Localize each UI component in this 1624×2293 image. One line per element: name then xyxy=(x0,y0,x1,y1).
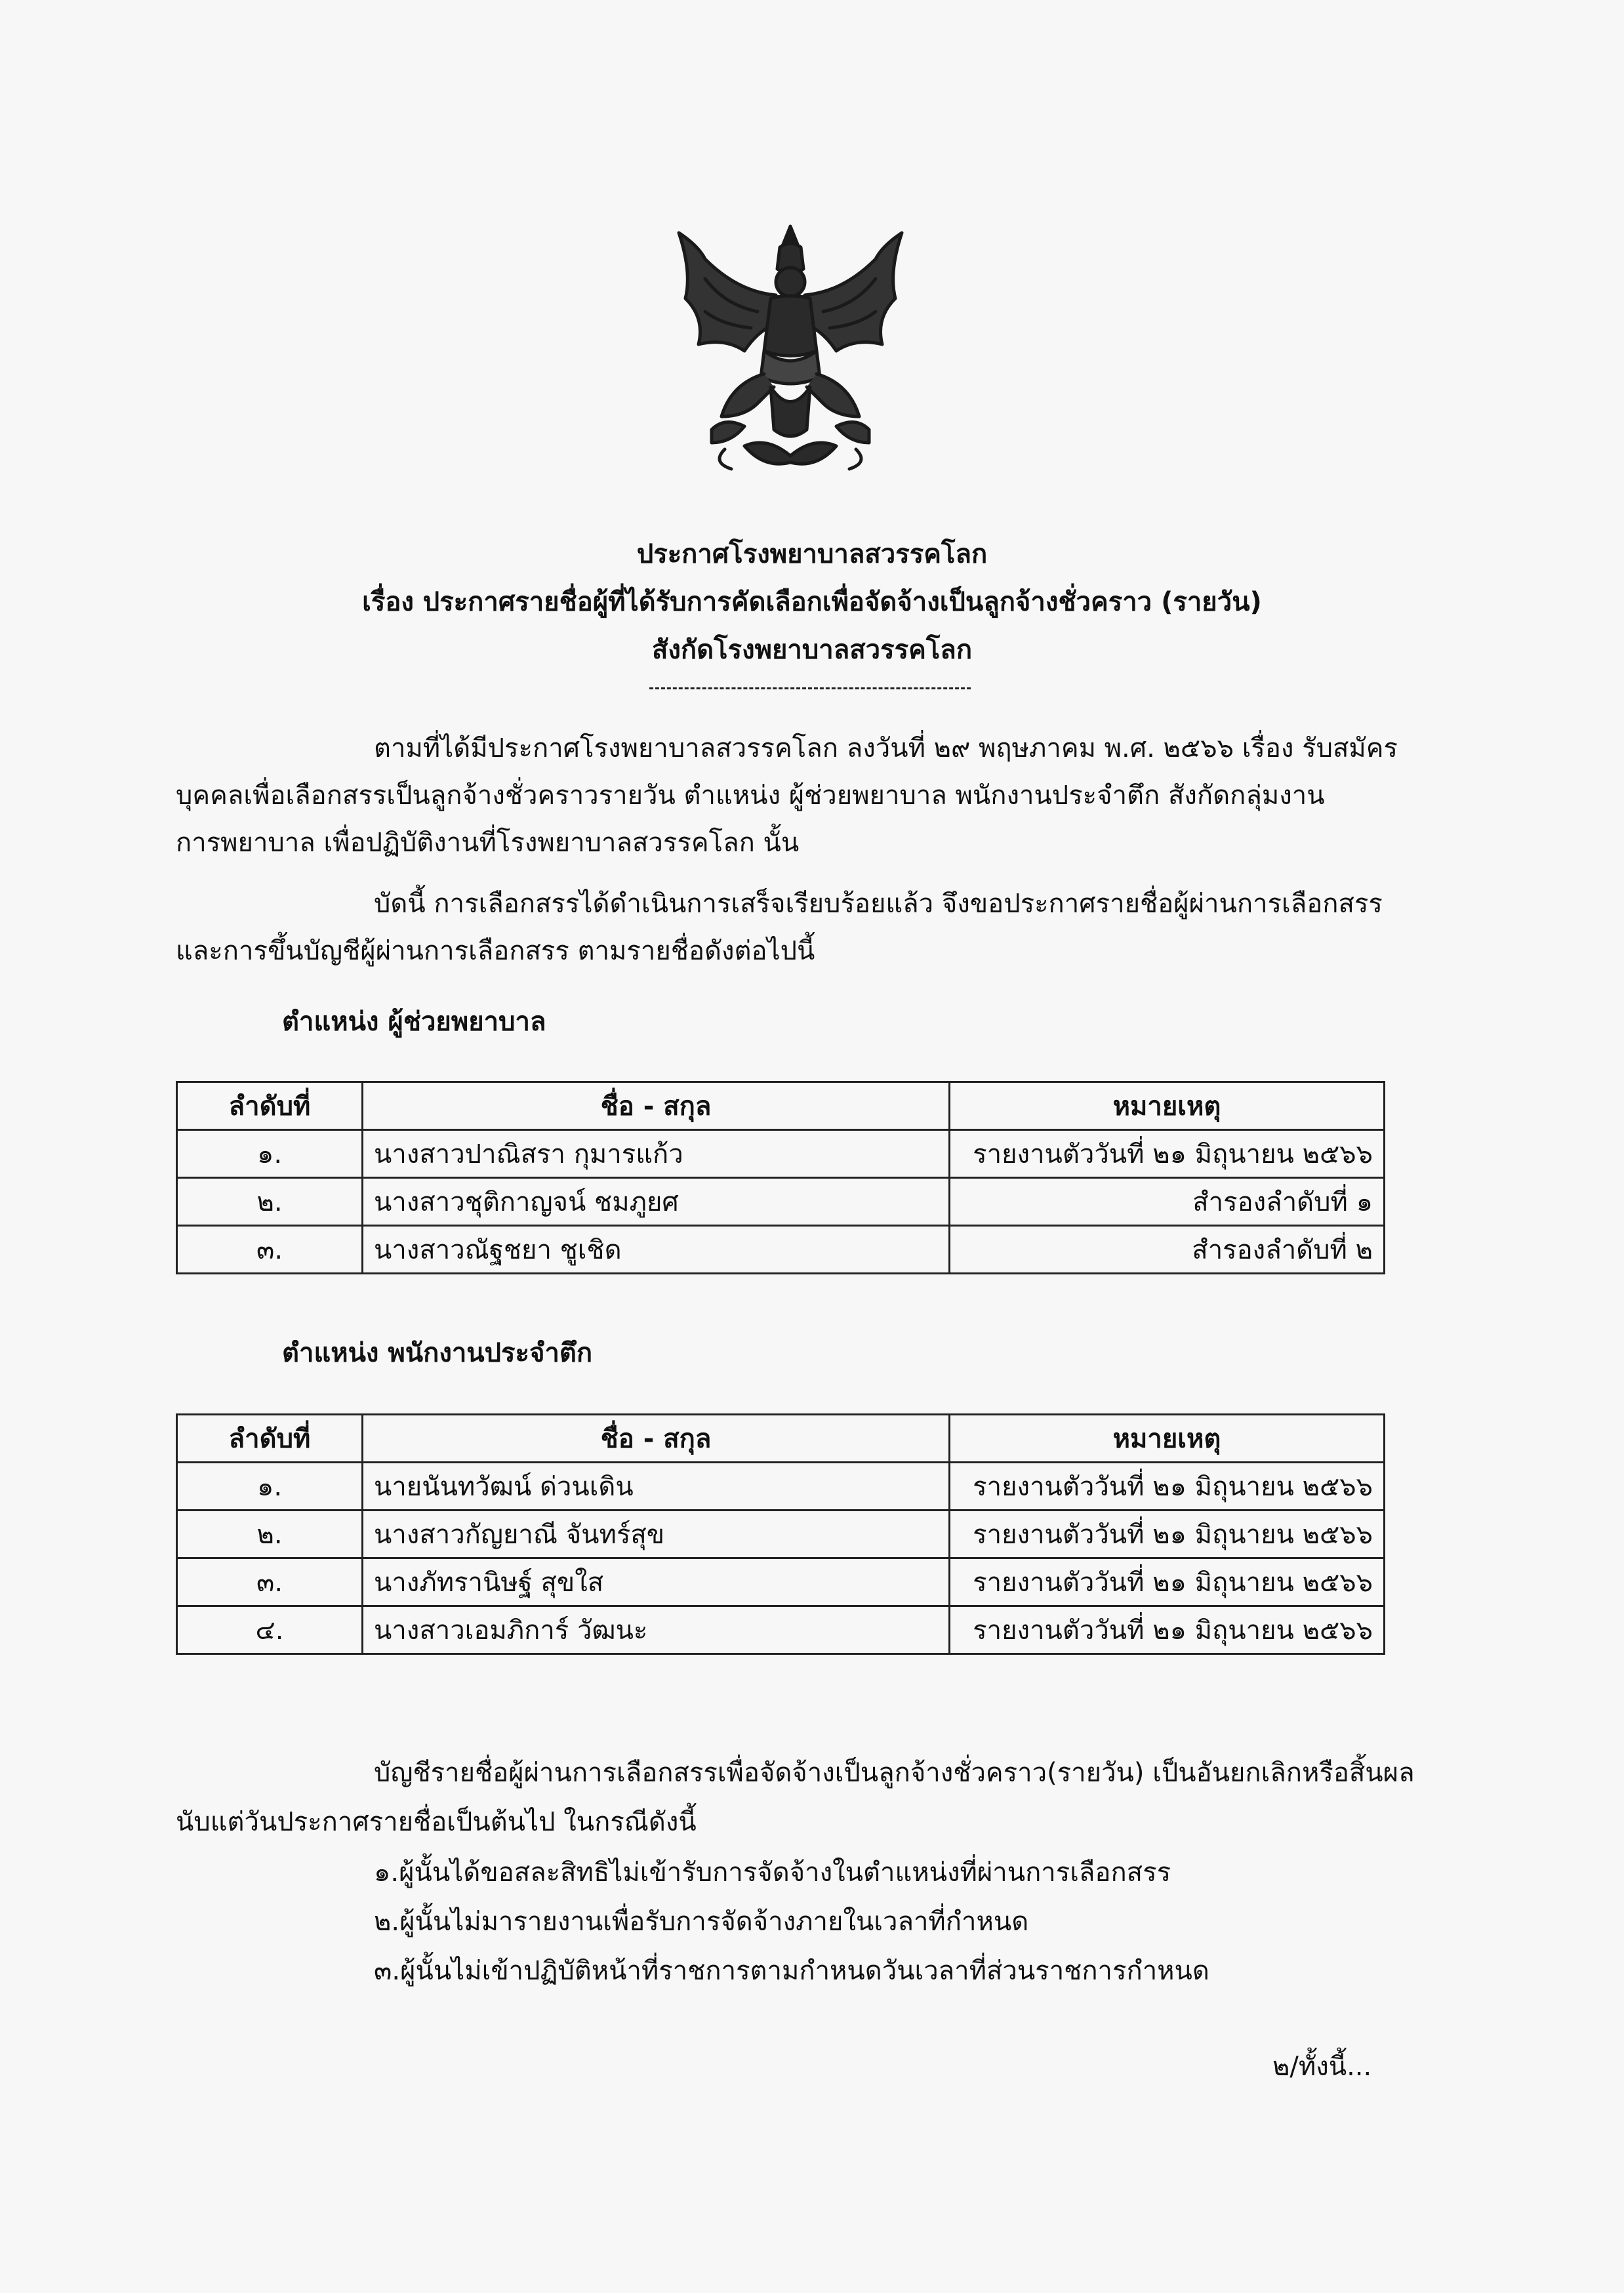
paragraph-1-line-1: ตามที่ได้มีประกาศโรงพยาบาลสวรรคโลก ลงวันที่ ๒๙ พฤษภาคม พ.ศ. ๒๕๖๖ เรื่อง รับสมัคร xyxy=(374,733,1398,763)
position-2-table xyxy=(176,1413,1385,1655)
row-name: นางสาวกัญยาณี จันทร์สุข xyxy=(363,1511,950,1558)
page-continuation: ๒/ทั้งนี้... xyxy=(1272,2052,1372,2082)
header-no: ลำดับที่ xyxy=(177,1415,363,1463)
table-header-row xyxy=(177,1415,1385,1463)
position-2-heading: ตำแหน่ง พนักงานประจำตึก xyxy=(282,1338,593,1368)
row-note: สำรองลำดับที่ ๒ xyxy=(950,1226,1385,1274)
paragraph-1-line-2: บุคคลเพื่อเลือกสรรเป็นลูกจ้างชั่วคราวรายวัน ตำแหน่ง ผู้ช่วยพยาบาล พนักงานประจำตึก สังกัดกลุ่มงาน xyxy=(176,781,1325,811)
header-note: หมายเหตุ xyxy=(950,1415,1385,1463)
header-name: ชื่อ - สกุล xyxy=(363,1082,950,1130)
row-no: ๒. xyxy=(177,1178,363,1226)
row-note: สำรองลำดับที่ ๑ xyxy=(950,1178,1385,1226)
header-name: ชื่อ - สกุล xyxy=(363,1415,950,1463)
table-row xyxy=(177,1463,1385,1511)
paragraph-2-line-2: และการขึ้นบัญชีผู้ผ่านการเลือกสรร ตามรายชื่อดังต่อไปนี้ xyxy=(176,936,815,966)
table-row xyxy=(177,1511,1385,1558)
garuda-emblem-icon xyxy=(659,220,922,482)
header-no: ลำดับที่ xyxy=(177,1082,363,1130)
case-1: ๑.ผู้นั้นได้ขอสละสิทธิไม่เข้ารับการจัดจ้างในตำแหน่งที่ผ่านการเลือกสรร xyxy=(374,1857,1171,1888)
row-no: ๒. xyxy=(177,1511,363,1558)
row-no: ๑. xyxy=(177,1463,363,1511)
paragraph-3-line-1: บัญชีรายชื่อผู้ผ่านการเลือกสรรเพื่อจัดจ้างเป็นลูกจ้างชั่วคราว(รายวัน) เป็นอันยกเลิกหรือสิ้นผล xyxy=(374,1758,1415,1788)
row-note: รายงานตัววันที่ ๒๑ มิถุนายน ๒๕๖๖ xyxy=(950,1511,1385,1558)
paragraph-2-line-1: บัดนี้ การเลือกสรรได้ดำเนินการเสร็จเรียบร้อยแล้ว จึงขอประกาศรายชื่อผู้ผ่านการเลือกสรร xyxy=(374,889,1383,919)
row-name: นายนันทวัฒน์ ด่วนเดิน xyxy=(363,1463,950,1511)
table-header-row xyxy=(177,1082,1385,1130)
row-name: นางสาวปาณิสรา กุมารแก้ว xyxy=(363,1130,950,1178)
position-1-heading: ตำแหน่ง ผู้ช่วยพยาบาล xyxy=(282,1007,546,1037)
table-row xyxy=(177,1226,1385,1274)
row-name: นางสาวชุติกาญจน์ ชมภูยศ xyxy=(363,1178,950,1226)
row-name: นางภัทรานิษฐ์ สุขใส xyxy=(363,1558,950,1606)
title-separator xyxy=(649,687,971,689)
row-note: รายงานตัววันที่ ๒๑ มิถุนายน ๒๕๖๖ xyxy=(950,1463,1385,1511)
case-3: ๓.ผู้นั้นไม่เข้าปฏิบัติหน้าที่ราชการตามกำหนดวันเวลาที่ส่วนราชการกำหนด xyxy=(374,1956,1209,1986)
row-no: ๓. xyxy=(177,1558,363,1606)
table-row xyxy=(177,1130,1385,1178)
row-note: รายงานตัววันที่ ๒๑ มิถุนายน ๒๕๖๖ xyxy=(950,1130,1385,1178)
case-2: ๒.ผู้นั้นไม่มารายงานเพื่อรับการจัดจ้างภายในเวลาที่กำหนด xyxy=(374,1907,1029,1937)
announcement-affiliation: สังกัดโรงพยาบาลสวรรคโลก xyxy=(651,635,973,665)
row-no: ๔. xyxy=(177,1606,363,1654)
paragraph-3-line-2: นับแต่วันประกาศรายชื่อเป็นต้นไป ในกรณีดังนี้ xyxy=(176,1807,697,1837)
row-name: นางสาวเอมภิการ์ วัฒนะ xyxy=(363,1606,950,1654)
row-note: รายงานตัววันที่ ๒๑ มิถุนายน ๒๕๖๖ xyxy=(950,1558,1385,1606)
row-no: ๓. xyxy=(177,1226,363,1274)
announcement-title: ประกาศโรงพยาบาลสวรรคโลก xyxy=(636,539,988,569)
paragraph-1-line-3: การพยาบาล เพื่อปฏิบัติงานที่โรงพยาบาลสวรรคโลก นั้น xyxy=(176,828,800,858)
announcement-subject: เรื่อง ประกาศรายชื่อผู้ที่ได้รับการคัดเลือกเพื่อจัดจ้างเป็นลูกจ้างชั่วคราว (รายวัน) xyxy=(362,587,1262,617)
position-1-table xyxy=(176,1081,1385,1274)
table-row xyxy=(177,1178,1385,1226)
table-row xyxy=(177,1558,1385,1606)
header-note: หมายเหตุ xyxy=(950,1082,1385,1130)
row-no: ๑. xyxy=(177,1130,363,1178)
row-name: นางสาวณัฐชยา ชูเชิด xyxy=(363,1226,950,1274)
table-row xyxy=(177,1606,1385,1654)
row-note: รายงานตัววันที่ ๒๑ มิถุนายน ๒๕๖๖ xyxy=(950,1606,1385,1654)
